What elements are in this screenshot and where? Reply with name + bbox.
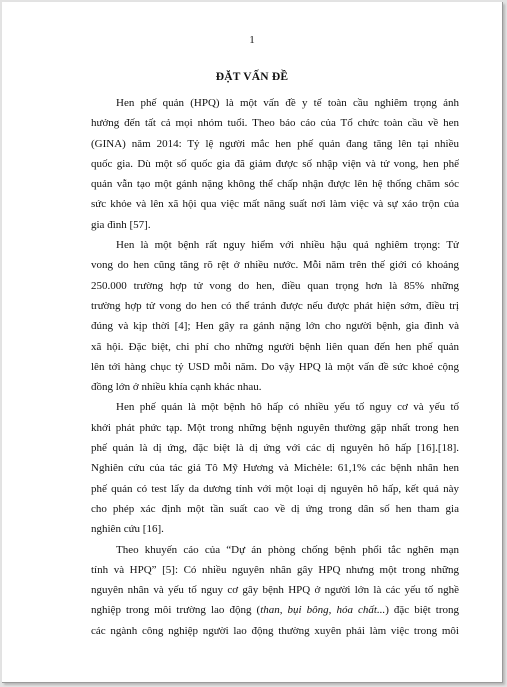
text-line: Hen là một bệnh rất nguy hiểm với nhiều hậu quả nghiêm trọng: Tử: [116, 239, 459, 252]
text-line: cho phép xác định một tần suất cao về dị ứng trong dân số hen tham gia: [91, 502, 459, 515]
text-line: trường hợp tử vong do hen có thể tránh được nếu được phát hiện sớm, điều trị: [91, 299, 459, 312]
paragraph-2: [91, 235, 459, 397]
text-line-mixed: [91, 600, 459, 620]
section-title: ĐẶT VẤN ĐỀ: [215, 71, 289, 83]
text-line: gia đình [57].: [91, 218, 151, 231]
text-line: quản vẫn tạo một gánh nặng không thể chấp nhận được lên hệ thống chăm sóc: [91, 178, 459, 191]
text-line: Hen phế quản (HPQ) là một vấn đề y tế toàn cầu nghiêm trọng ảnh: [116, 97, 459, 109]
document-page: [2, 2, 503, 683]
text-line: Nghiên cứu của tác giả Tô Mỹ Hương và Michèle: 61,1% các bệnh nhân hen: [91, 462, 459, 475]
text-line: nghiên cứu [16].: [91, 523, 164, 536]
text-line: phế quản là dị ứng, đặc biệt là dị ứng với các dị nguyên hô hấp [16].[18].: [91, 442, 459, 455]
text-line: 250.000 trường hợp tử vong do hen, điều quan trọng hơn là 85% những: [91, 279, 459, 292]
paragraph-1: [91, 93, 459, 235]
text-line: Theo khuyến cáo của “Dự án phòng chống bệnh phổi tắc nghẽn mạn: [116, 543, 459, 556]
italic-examples: than, bụi bông, hóa chất...: [260, 604, 386, 617]
text-line: đúng và kịp thời [4]; Hen gây ra gánh nặng lớn cho người bệnh, gia đình và: [91, 320, 459, 333]
text-segment: ) đặc biệt trong: [385, 604, 459, 617]
text-line: sức khỏe và lên xã hội qua việc mất năng suất nơi làm việc và sự xáo trộn của: [91, 198, 459, 211]
page-number: 1: [249, 34, 255, 46]
text-line: phế quản có test lẩy da dương tính với một loại dị nguyên hô hấp, kết quả này: [91, 482, 459, 495]
body-text: [91, 93, 459, 641]
text-line: các ngành công nghiệp người lao động thường xuyên phải làm việc trong môi: [91, 624, 459, 637]
text-line: tính và HPQ” [5]: Có nhiều nguyên nhân gây HPQ nhưng một trong những: [91, 563, 459, 576]
text-line: Hen phế quản là một bệnh hô hấp có nhiều yếu tố nguy cơ và yếu tố: [116, 401, 459, 414]
text-line: (GINA) năm 2014: Tỷ lệ người mắc hen phế quản đang tăng lên tại nhiều: [91, 137, 459, 150]
text-line: khởi phát phức tạp. Một trong những bệnh nguyên thường gặp nhất trong hen: [91, 421, 459, 434]
text-line: nguyên nhân và yếu tố nguy cơ gây bệnh HPQ ở người lớn là các yếu tố nghề: [91, 584, 459, 597]
text-segment: nghiệp trong môi trường lao động (: [91, 604, 261, 617]
paragraph-3: [91, 397, 459, 539]
text-line: xã hội. Đặc biệt, chi phí cho những người bệnh liên quan đến hen phế quản: [91, 340, 459, 353]
paragraph-4: [91, 540, 459, 641]
text-line: đồng lớn ở nhiều khía cạnh khác nhau.: [91, 381, 262, 394]
text-line: hưởng đến tất cả mọi nhóm tuổi. Theo báo cáo của Tổ chức toàn cầu về hen: [91, 117, 459, 130]
text-line: quốc gia. Dù một số quốc gia đã giảm được số nhập viện và tử vong, hen phế: [91, 157, 459, 170]
text-line: lên tới hàng chục tỷ USD mỗi năm. Do vậy HPQ là một vấn đề sức khoẻ cộng: [91, 360, 459, 373]
text-line: vong do hen cũng tăng rõ rệt ở nhiều nước. Mỗi năm trên thế giới có khoảng: [91, 259, 459, 272]
